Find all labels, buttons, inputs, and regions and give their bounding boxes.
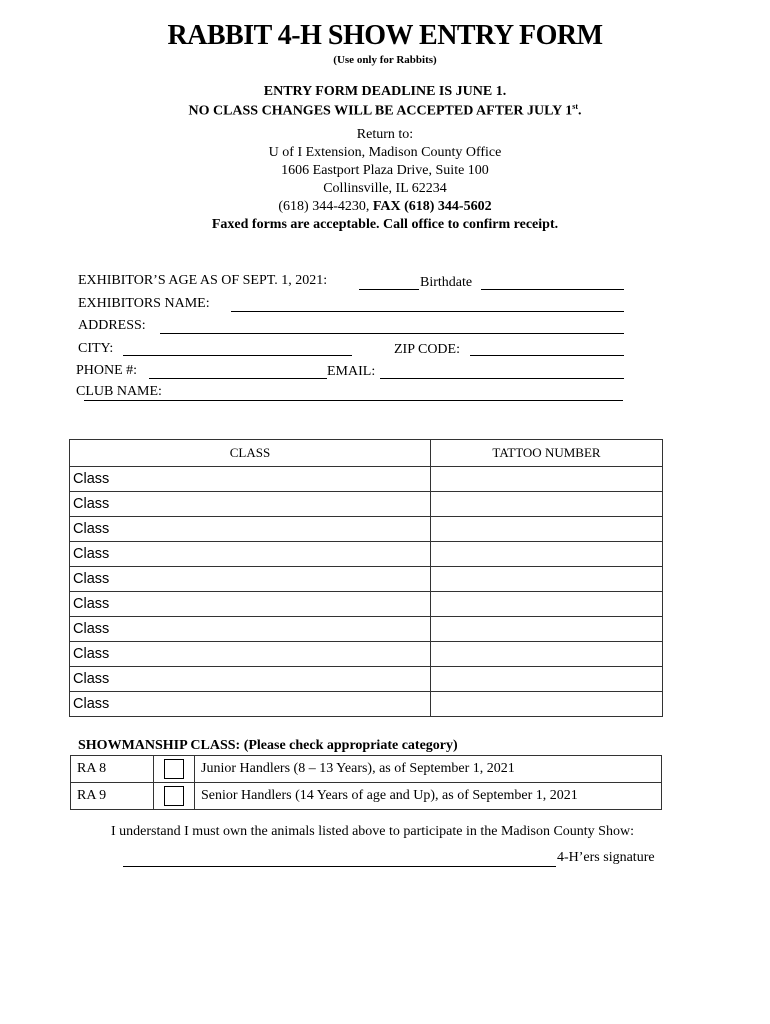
- address-label: ADDRESS:: [78, 318, 146, 333]
- checkbox-cell: [154, 756, 195, 783]
- age-field[interactable]: [359, 289, 419, 290]
- tattoo-cell[interactable]: [431, 617, 663, 642]
- club-label: CLUB NAME:: [76, 384, 162, 399]
- class-cell[interactable]: Class: [70, 692, 431, 717]
- showmanship-row: [71, 783, 662, 810]
- faxed-note: Faxed forms are acceptable. Call office to confirm receipt.: [211, 217, 559, 232]
- email-label: EMAIL:: [327, 364, 376, 379]
- table-row: [70, 517, 663, 542]
- phone-label: PHONE #:: [76, 363, 138, 378]
- no-changes-notice: [0, 102, 770, 120]
- table-row: [70, 567, 663, 592]
- class-cell[interactable]: Class: [70, 642, 431, 667]
- address-field[interactable]: [160, 333, 624, 334]
- signature-label: 4-H’ers signature: [557, 850, 655, 865]
- no-changes-sup: st: [572, 102, 579, 111]
- no-changes-text: NO CLASS CHANGES WILL BE ACCEPTED AFTER JULY 1: [188, 103, 573, 119]
- zip-field[interactable]: [470, 355, 624, 356]
- checkbox-cell: [154, 783, 195, 810]
- class-cell[interactable]: Class: [70, 592, 431, 617]
- showmanship-code: RA 9: [71, 783, 154, 810]
- email-field[interactable]: [380, 378, 624, 379]
- class-cell[interactable]: Class: [70, 542, 431, 567]
- return-label: Return to:: [356, 127, 414, 142]
- showmanship-code: RA 8: [71, 756, 154, 783]
- showmanship-desc: Senior Handlers (14 Years of age and Up), as of September 1, 2021: [195, 783, 662, 810]
- class-table-header: [70, 440, 663, 467]
- tattoo-cell[interactable]: [431, 692, 663, 717]
- ownership-statement: I understand I must own the animals listed above to participate in the Madison County Show:: [111, 824, 634, 839]
- deadline-notice: ENTRY FORM DEADLINE IS JUNE 1.: [263, 84, 507, 99]
- office-fax: FAX (618) 344-5602: [372, 199, 492, 214]
- return-line3: Collinsville, IL 62234: [323, 181, 447, 196]
- tattoo-cell[interactable]: [431, 542, 663, 567]
- table-row: [70, 642, 663, 667]
- showmanship-desc: Junior Handlers (8 – 13 Years), as of September 1, 2021: [195, 756, 662, 783]
- tattoo-cell[interactable]: [431, 667, 663, 692]
- class-table: [69, 439, 663, 717]
- tattoo-cell[interactable]: [431, 517, 663, 542]
- city-label: CITY:: [78, 341, 114, 356]
- class-cell[interactable]: Class: [70, 492, 431, 517]
- tattoo-cell[interactable]: [431, 642, 663, 667]
- table-row: [70, 542, 663, 567]
- tattoo-cell[interactable]: [431, 492, 663, 517]
- form-subtitle: (Use only for Rabbits): [333, 54, 437, 66]
- tattoo-column-header: TATTOO NUMBER: [431, 440, 663, 467]
- table-row: [70, 492, 663, 517]
- age-label: EXHIBITOR’S AGE AS OF SEPT. 1, 2021:: [78, 273, 328, 288]
- showmanship-row: [71, 756, 662, 783]
- tattoo-cell[interactable]: [431, 567, 663, 592]
- showmanship-table: [70, 755, 662, 810]
- birthdate-label: Birthdate: [420, 275, 473, 290]
- class-cell[interactable]: Class: [70, 517, 431, 542]
- senior-handlers-checkbox[interactable]: [164, 786, 184, 806]
- zip-label: ZIP CODE:: [394, 342, 460, 357]
- return-line2: 1606 Eastport Plaza Drive, Suite 100: [281, 163, 489, 178]
- no-changes-end: .: [578, 103, 582, 119]
- club-field[interactable]: [84, 400, 623, 401]
- form-title: RABBIT 4-H SHOW ENTRY FORM: [167, 20, 603, 51]
- name-label: EXHIBITORS NAME:: [78, 296, 210, 311]
- class-column-header: CLASS: [70, 440, 431, 467]
- tattoo-cell[interactable]: [431, 592, 663, 617]
- table-row: [70, 667, 663, 692]
- showmanship-heading: SHOWMANSHIP CLASS: (Please check appropriate category): [78, 738, 458, 753]
- class-cell[interactable]: Class: [70, 667, 431, 692]
- table-row: [70, 467, 663, 492]
- return-line1: U of I Extension, Madison County Office: [268, 145, 502, 160]
- name-field[interactable]: [231, 311, 624, 312]
- table-row: [70, 617, 663, 642]
- class-cell[interactable]: Class: [70, 617, 431, 642]
- table-row: [70, 592, 663, 617]
- phone-field[interactable]: [149, 378, 327, 379]
- class-cell[interactable]: Class: [70, 467, 431, 492]
- city-field[interactable]: [123, 355, 352, 356]
- office-phone: (618) 344-4230,: [278, 199, 373, 214]
- class-cell[interactable]: Class: [70, 567, 431, 592]
- junior-handlers-checkbox[interactable]: [164, 759, 184, 779]
- tattoo-cell[interactable]: [431, 467, 663, 492]
- birthdate-field[interactable]: [481, 289, 624, 290]
- return-phone-fax: [0, 199, 770, 215]
- signature-field[interactable]: [123, 866, 556, 867]
- table-row: [70, 692, 663, 717]
